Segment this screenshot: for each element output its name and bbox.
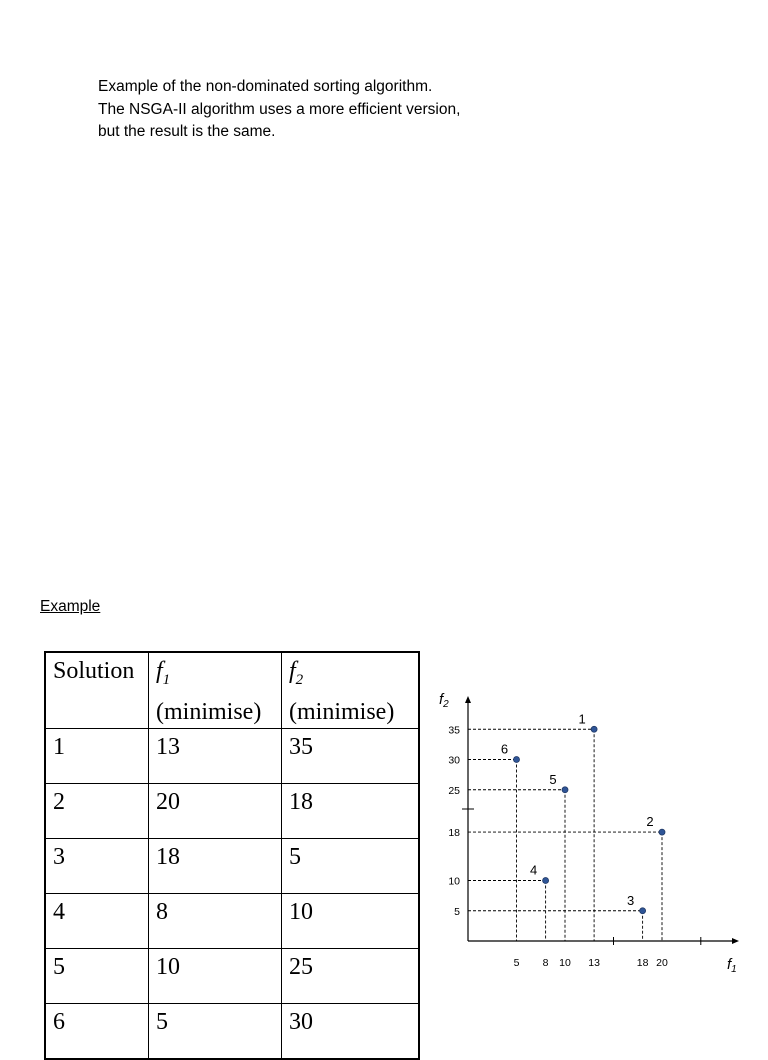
cell-solution: 5 [45,948,149,1003]
intro-line: The NSGA-II algorithm uses a more efficient version, [98,100,461,118]
f1-note: (minimise) [156,698,262,725]
point-label: 3 [626,892,635,908]
f1-symbol: $f_1$ [156,658,171,688]
y-tick-label: 30 [448,754,460,767]
objective-space-plot [430,685,760,985]
header-solution: Solution [45,652,149,728]
data-point [514,757,520,763]
cell-f1: 18 [149,838,282,893]
cell-solution: 1 [45,728,149,783]
y-tick-label: 18 [448,827,460,840]
point-label: 1 [578,711,586,727]
f2-symbol: $f_2$ [289,658,304,688]
point-label: 5 [549,771,557,787]
cell-solution: 2 [45,783,149,838]
cell-f2: 10 [282,893,420,948]
data-point [562,787,568,793]
cell-solution: 6 [45,1003,149,1059]
y-tick-label: 10 [448,875,460,888]
x-tick-label: 5 [513,957,520,969]
x-tick-label: 10 [559,957,571,969]
table-row [45,893,419,948]
data-point [659,829,665,835]
cell-f1: 20 [149,783,282,838]
data-point [640,908,646,914]
table-row [45,838,419,893]
cell-f2: 30 [282,1003,420,1059]
header-f2 [282,652,420,728]
x-tick-label: 13 [588,957,600,969]
y-tick-label: 35 [448,724,460,737]
cell-f2: 18 [282,783,420,838]
cell-f1: 10 [149,948,282,1003]
point-label: 4 [529,862,538,878]
y-axis-label: $f_2$ [439,691,449,710]
cell-f1: 13 [149,728,282,783]
cell-solution: 4 [45,893,149,948]
table-row [45,948,419,1003]
data-point [591,726,597,732]
intro-line: Example of the non-dominated sorting algorithm. [98,78,433,95]
intro-line: but the result is the same. [98,123,276,140]
x-tick-label: 8 [542,957,549,969]
point-label: 6 [500,741,509,757]
cell-f2: 25 [282,948,420,1003]
x-tick-label: 18 [636,957,649,969]
cell-f2: 5 [282,838,420,893]
y-tick-label: 25 [448,784,460,797]
table-row [45,783,419,838]
y-tick-label: 5 [454,905,460,918]
cell-f1: 8 [149,893,282,948]
table-row [45,728,419,783]
cell-solution: 3 [45,838,149,893]
table-header-row [45,652,419,728]
data-point [543,878,549,884]
example-heading: Example [40,598,101,615]
y-axis-arrow [465,696,471,703]
cell-f2: 35 [282,728,420,783]
table-row [45,1003,419,1059]
cell-f1: 5 [149,1003,282,1059]
f2-note: (minimise) [289,698,395,725]
header-f1 [149,652,282,728]
solutions-table [44,651,420,1060]
x-tick-label: 20 [656,957,668,969]
intro-text [98,76,460,144]
x-axis-arrow [732,938,739,944]
point-label: 2 [646,814,654,830]
x-axis-label: $f_1$ [727,956,737,975]
